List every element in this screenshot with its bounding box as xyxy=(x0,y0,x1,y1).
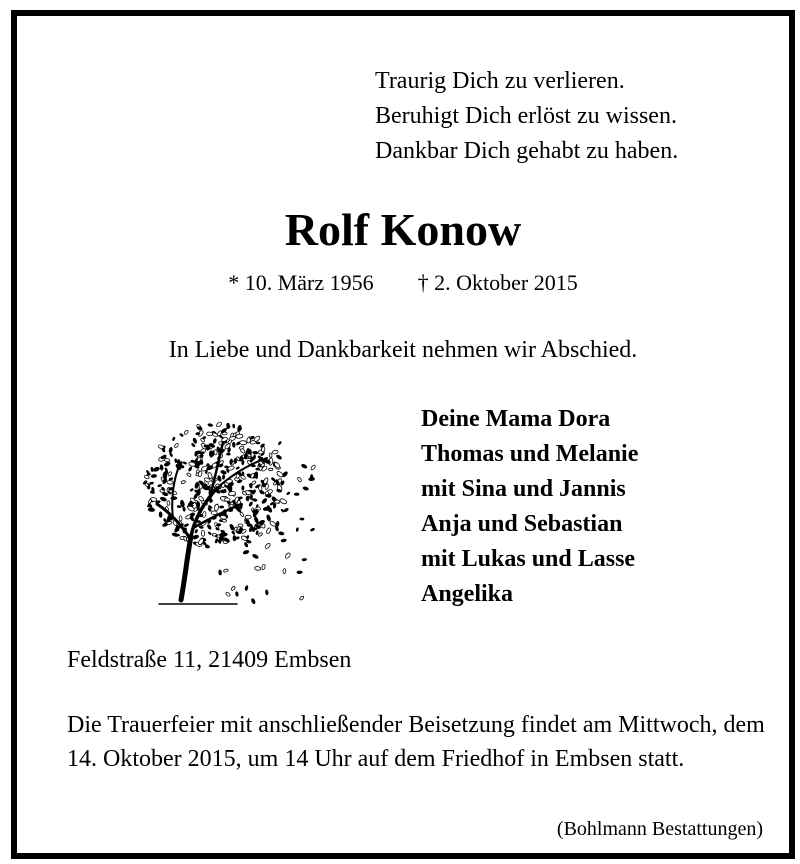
family-member: mit Sina und Jannis xyxy=(421,476,626,502)
poem-line: Beruhigt Dich erlöst zu wissen. xyxy=(375,103,677,129)
birth-date: * 10. März 1956 xyxy=(228,270,374,295)
family-member: Deine Mama Dora xyxy=(421,406,611,432)
family-list xyxy=(421,402,638,612)
tree-with-falling-leaves-icon xyxy=(129,408,319,608)
deceased-name: Rolf Konow xyxy=(284,204,522,255)
funeral-service-info: Die Trauerfeier mit anschließender Beisetzung findet am Mittwoch, dem 14. Oktober 2015, um 14 Uhr auf dem Friedhof in Embsen statt. xyxy=(67,712,765,772)
family-member: Anja und Sebastian xyxy=(421,511,623,537)
poem-line: Dankbar Dich gehabt zu haben. xyxy=(375,138,679,164)
poem xyxy=(375,64,678,169)
family-member: Thomas und Melanie xyxy=(421,441,639,467)
life-dates xyxy=(17,268,789,298)
family-member: Angelika xyxy=(421,581,514,607)
family-member: mit Lukas und Lasse xyxy=(421,546,636,572)
poem-line: Traurig Dich zu verlieren. xyxy=(375,68,625,94)
death-date: † 2. Oktober 2015 xyxy=(417,270,578,295)
farewell-text: In Liebe und Dankbarkeit nehmen wir Abschied. xyxy=(168,337,638,363)
obituary-frame xyxy=(11,10,795,859)
undertaker-credit: (Bohlmann Bestattungen) xyxy=(556,818,763,840)
address: Feldstraße 11, 21409 Embsen xyxy=(67,647,352,673)
